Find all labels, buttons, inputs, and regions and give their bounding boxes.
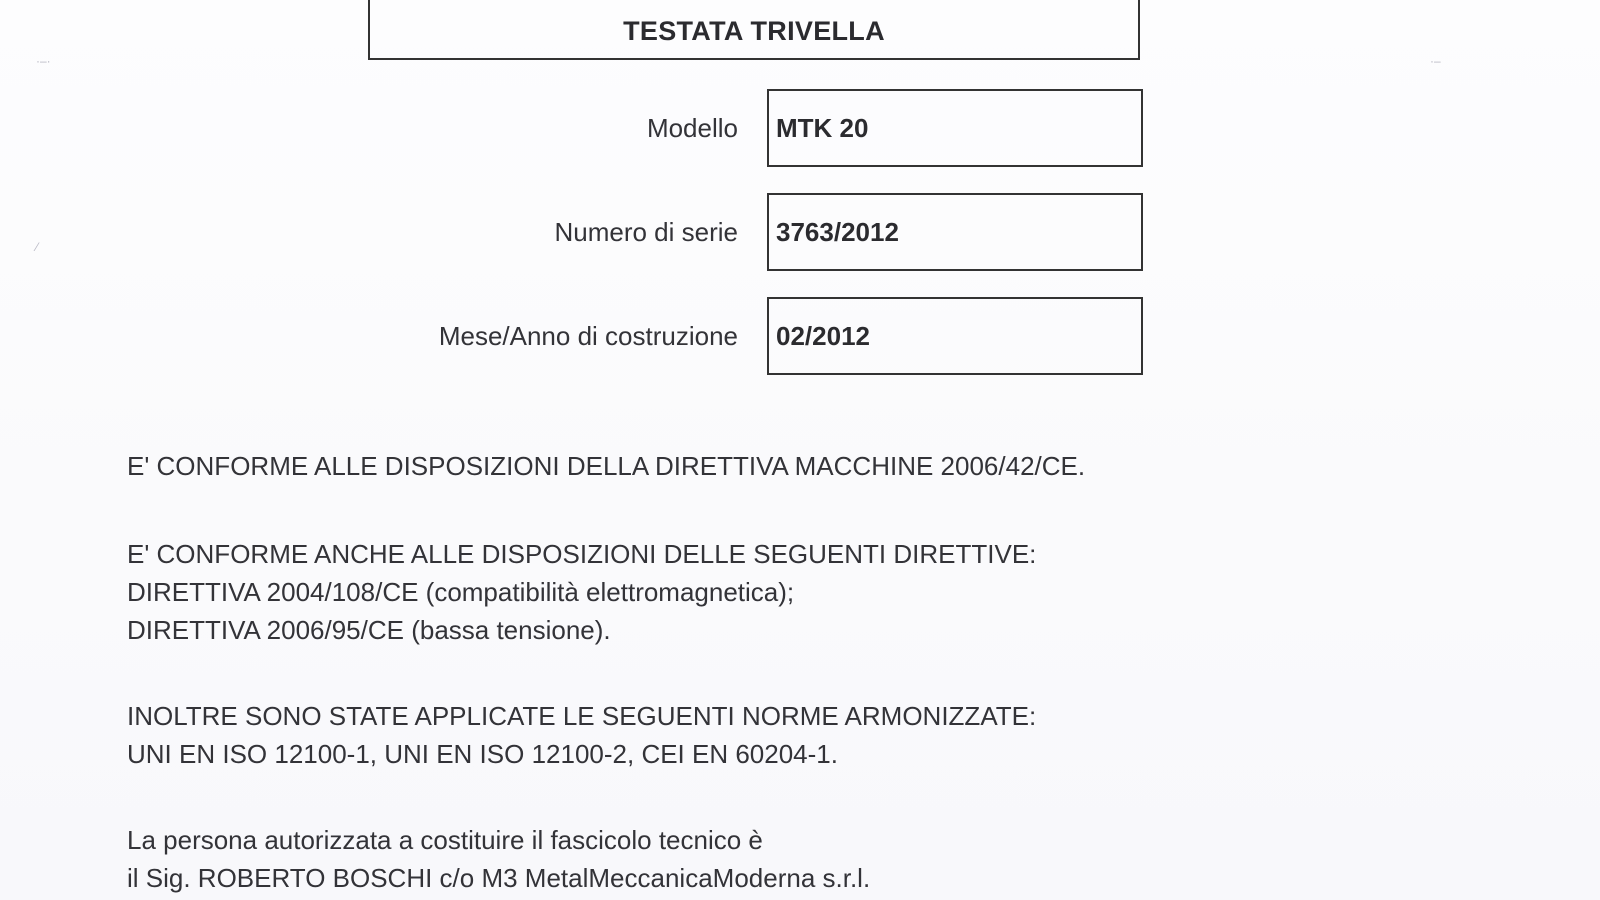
field-label-modello: Modello xyxy=(646,113,738,143)
paragraph-conformity xyxy=(127,447,1085,485)
paragraph-line: DIRETTIVA 2006/95/CE (bassa tensione). xyxy=(127,615,611,645)
scan-speck: ·–· xyxy=(36,54,51,68)
field-value-mese-anno: 02/2012 xyxy=(776,320,870,351)
field-box-modello xyxy=(767,89,1143,167)
field-label-mese-anno: Mese/Anno di costruzione xyxy=(438,321,738,351)
field-row-mese-anno xyxy=(0,297,1600,375)
paragraph-line: La persona autorizzata a costituire il fascicolo tecnico è xyxy=(127,825,763,855)
paragraph-line: il Sig. ROBERTO BOSCHI c/o M3 MetalMeccanicaModerna s.r.l. xyxy=(127,863,871,893)
document-title: TESTATA TRIVELLA xyxy=(623,15,885,46)
paragraph-line: UNI EN ISO 12100-1, UNI EN ISO 12100-2, CEI EN 60204-1. xyxy=(127,739,838,769)
field-row-numero-serie xyxy=(0,193,1600,271)
scan-speck: ·– xyxy=(1430,54,1441,68)
paragraph-line: INOLTRE SONO STATE APPLICATE LE SEGUENTI NORME ARMONIZZATE: xyxy=(127,701,1037,731)
field-box-numero-serie xyxy=(767,193,1143,271)
paragraph-line: E' CONFORME ALLE DISPOSIZIONI DELLA DIRETTIVA MACCHINE 2006/42/CE. xyxy=(127,451,1086,481)
paragraph-authorized-person xyxy=(127,821,870,897)
paragraph-standards xyxy=(127,697,1036,773)
paragraph-line: DIRETTIVA 2004/108/CE (compatibilità elettromagnetica); xyxy=(127,577,795,607)
field-value-modello: MTK 20 xyxy=(776,112,869,143)
field-label-numero-serie: Numero di serie xyxy=(554,217,738,247)
title-box xyxy=(368,0,1140,60)
paragraph-line: E' CONFORME ANCHE ALLE DISPOSIZIONI DELLE SEGUENTI DIRETTIVE: xyxy=(127,539,1037,569)
scan-speck: ⁄ xyxy=(36,240,39,254)
field-box-mese-anno xyxy=(767,297,1143,375)
field-row-modello xyxy=(0,89,1600,167)
paragraph-directives xyxy=(127,535,1036,649)
field-value-numero-serie: 3763/2012 xyxy=(776,216,899,247)
